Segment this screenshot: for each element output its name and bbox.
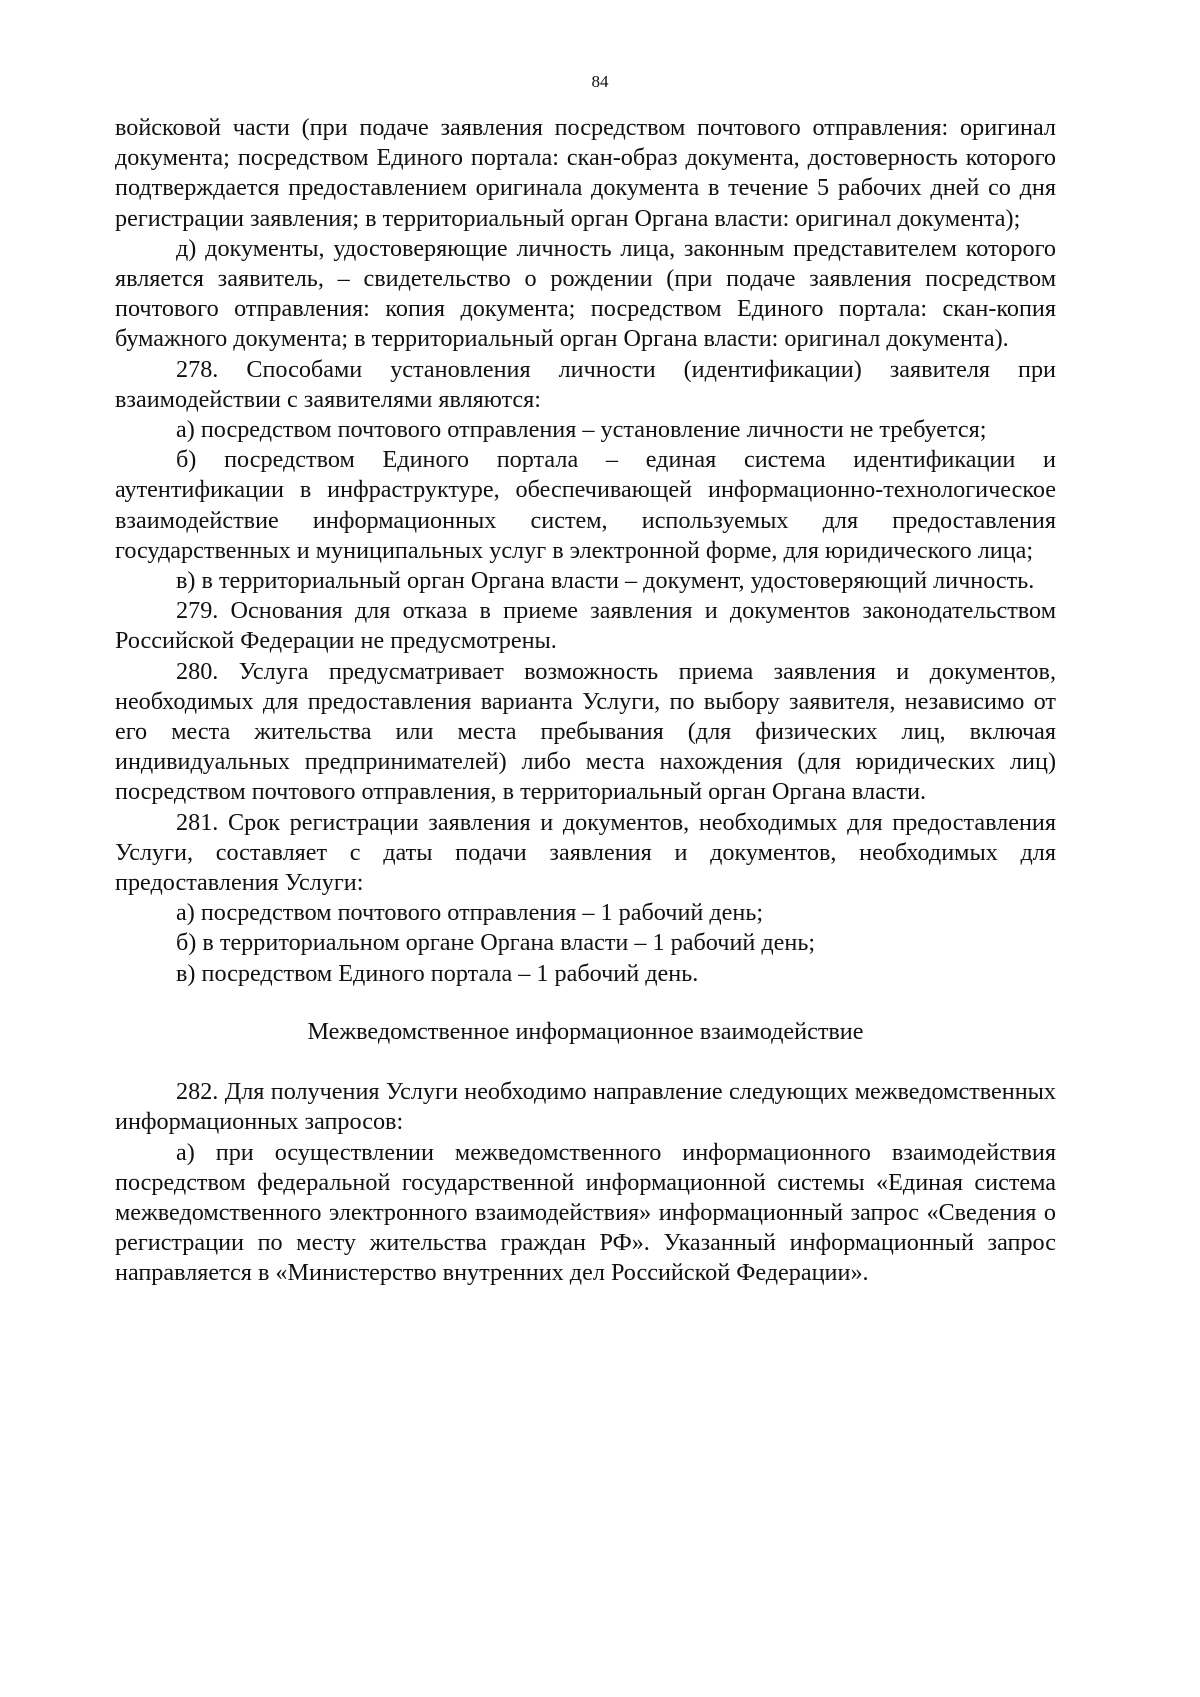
page-number: 84 xyxy=(591,72,609,91)
paragraph-continuation: войсковой части (при подаче заявления посредством почтового отправления: оригинал документа; посредством Единого портала: скан-образ документа, достоверность которого подтверждается предоставлением оригинала документа в течение 5 рабочих дней со дня регистрации заявления; в территориальный орган Органа власти: оригинал документа); xyxy=(115,114,1056,232)
section-heading: Межведомственное информационное взаимодействие xyxy=(307,1017,864,1045)
paragraph-item-d: д) документы, удостоверяющие личность лица, законным представителем которого является заявитель, – свидетельство о рождении (при подаче заявления посредством почтового отправления: копия документа; посредством Единого портала: скан-копия бумажного документа; в территориальный орган Органа власти: оригинал документа). xyxy=(115,234,1056,353)
paragraph-278: 278. Способами установления личности (идентификации) заявителя при взаимодействии с заявителями являются: xyxy=(115,355,1056,413)
document-body xyxy=(115,113,1056,1289)
paragraph-281-b: б) в территориальном органе Органа власти – 1 рабочий день; xyxy=(176,929,816,957)
paragraph-281-a: а) посредством почтового отправления – 1 рабочий день; xyxy=(176,899,764,927)
paragraph-278-b: б) посредством Единого портала – единая система идентификации и аутентификации в инфраструктуре, обеспечивающей информационно-технологическое взаимодействие информационных систем, используемых для предоставления государственных и муниципальных услуг в электронной форме, для юридического лица; xyxy=(115,446,1056,564)
paragraph-279: 279. Основания для отказа в приеме заявления и документов законодательством Российской Федерации не предусмотрены. xyxy=(115,597,1056,655)
paragraph-282-a: а) при осуществлении межведомственного информационного взаимодействия посредством федеральной государственной информационной системы «Единая система межведомственного электронного взаимодействия» информационный запрос «Сведения о регистрации по месту жительства граждан РФ». Указанный информационный запрос направляется в «Министерство внутренних дел Российской Федерации». xyxy=(115,1138,1056,1287)
paragraph-281: 281. Срок регистрации заявления и документов, необходимых для предоставления Услуги, составляет с даты подачи заявления и документов, необходимых для предоставления Услуги: xyxy=(115,808,1056,897)
paragraph-281-v: в) посредством Единого портала – 1 рабочий день. xyxy=(176,959,699,987)
paragraph-280: 280. Услуга предусматривает возможность приема заявления и документов, необходимых для предоставления варианта Услуги, по выбору заявителя, независимо от его места жительства или места пребывания (для физических лиц, включая индивидуальных предпринимателей) либо места нахождения (для юридических лиц) посредством почтового отправления, в территориальный орган Органа власти. xyxy=(115,657,1056,806)
paragraph-282: 282. Для получения Услуги необходимо направление следующих межведомственных информационных запросов: xyxy=(115,1078,1056,1136)
paragraph-278-v: в) в территориальный орган Органа власти – документ, удостоверяющий личность. xyxy=(176,567,1035,595)
paragraph-278-a: а) посредством почтового отправления – установление личности не требуется; xyxy=(176,416,987,444)
